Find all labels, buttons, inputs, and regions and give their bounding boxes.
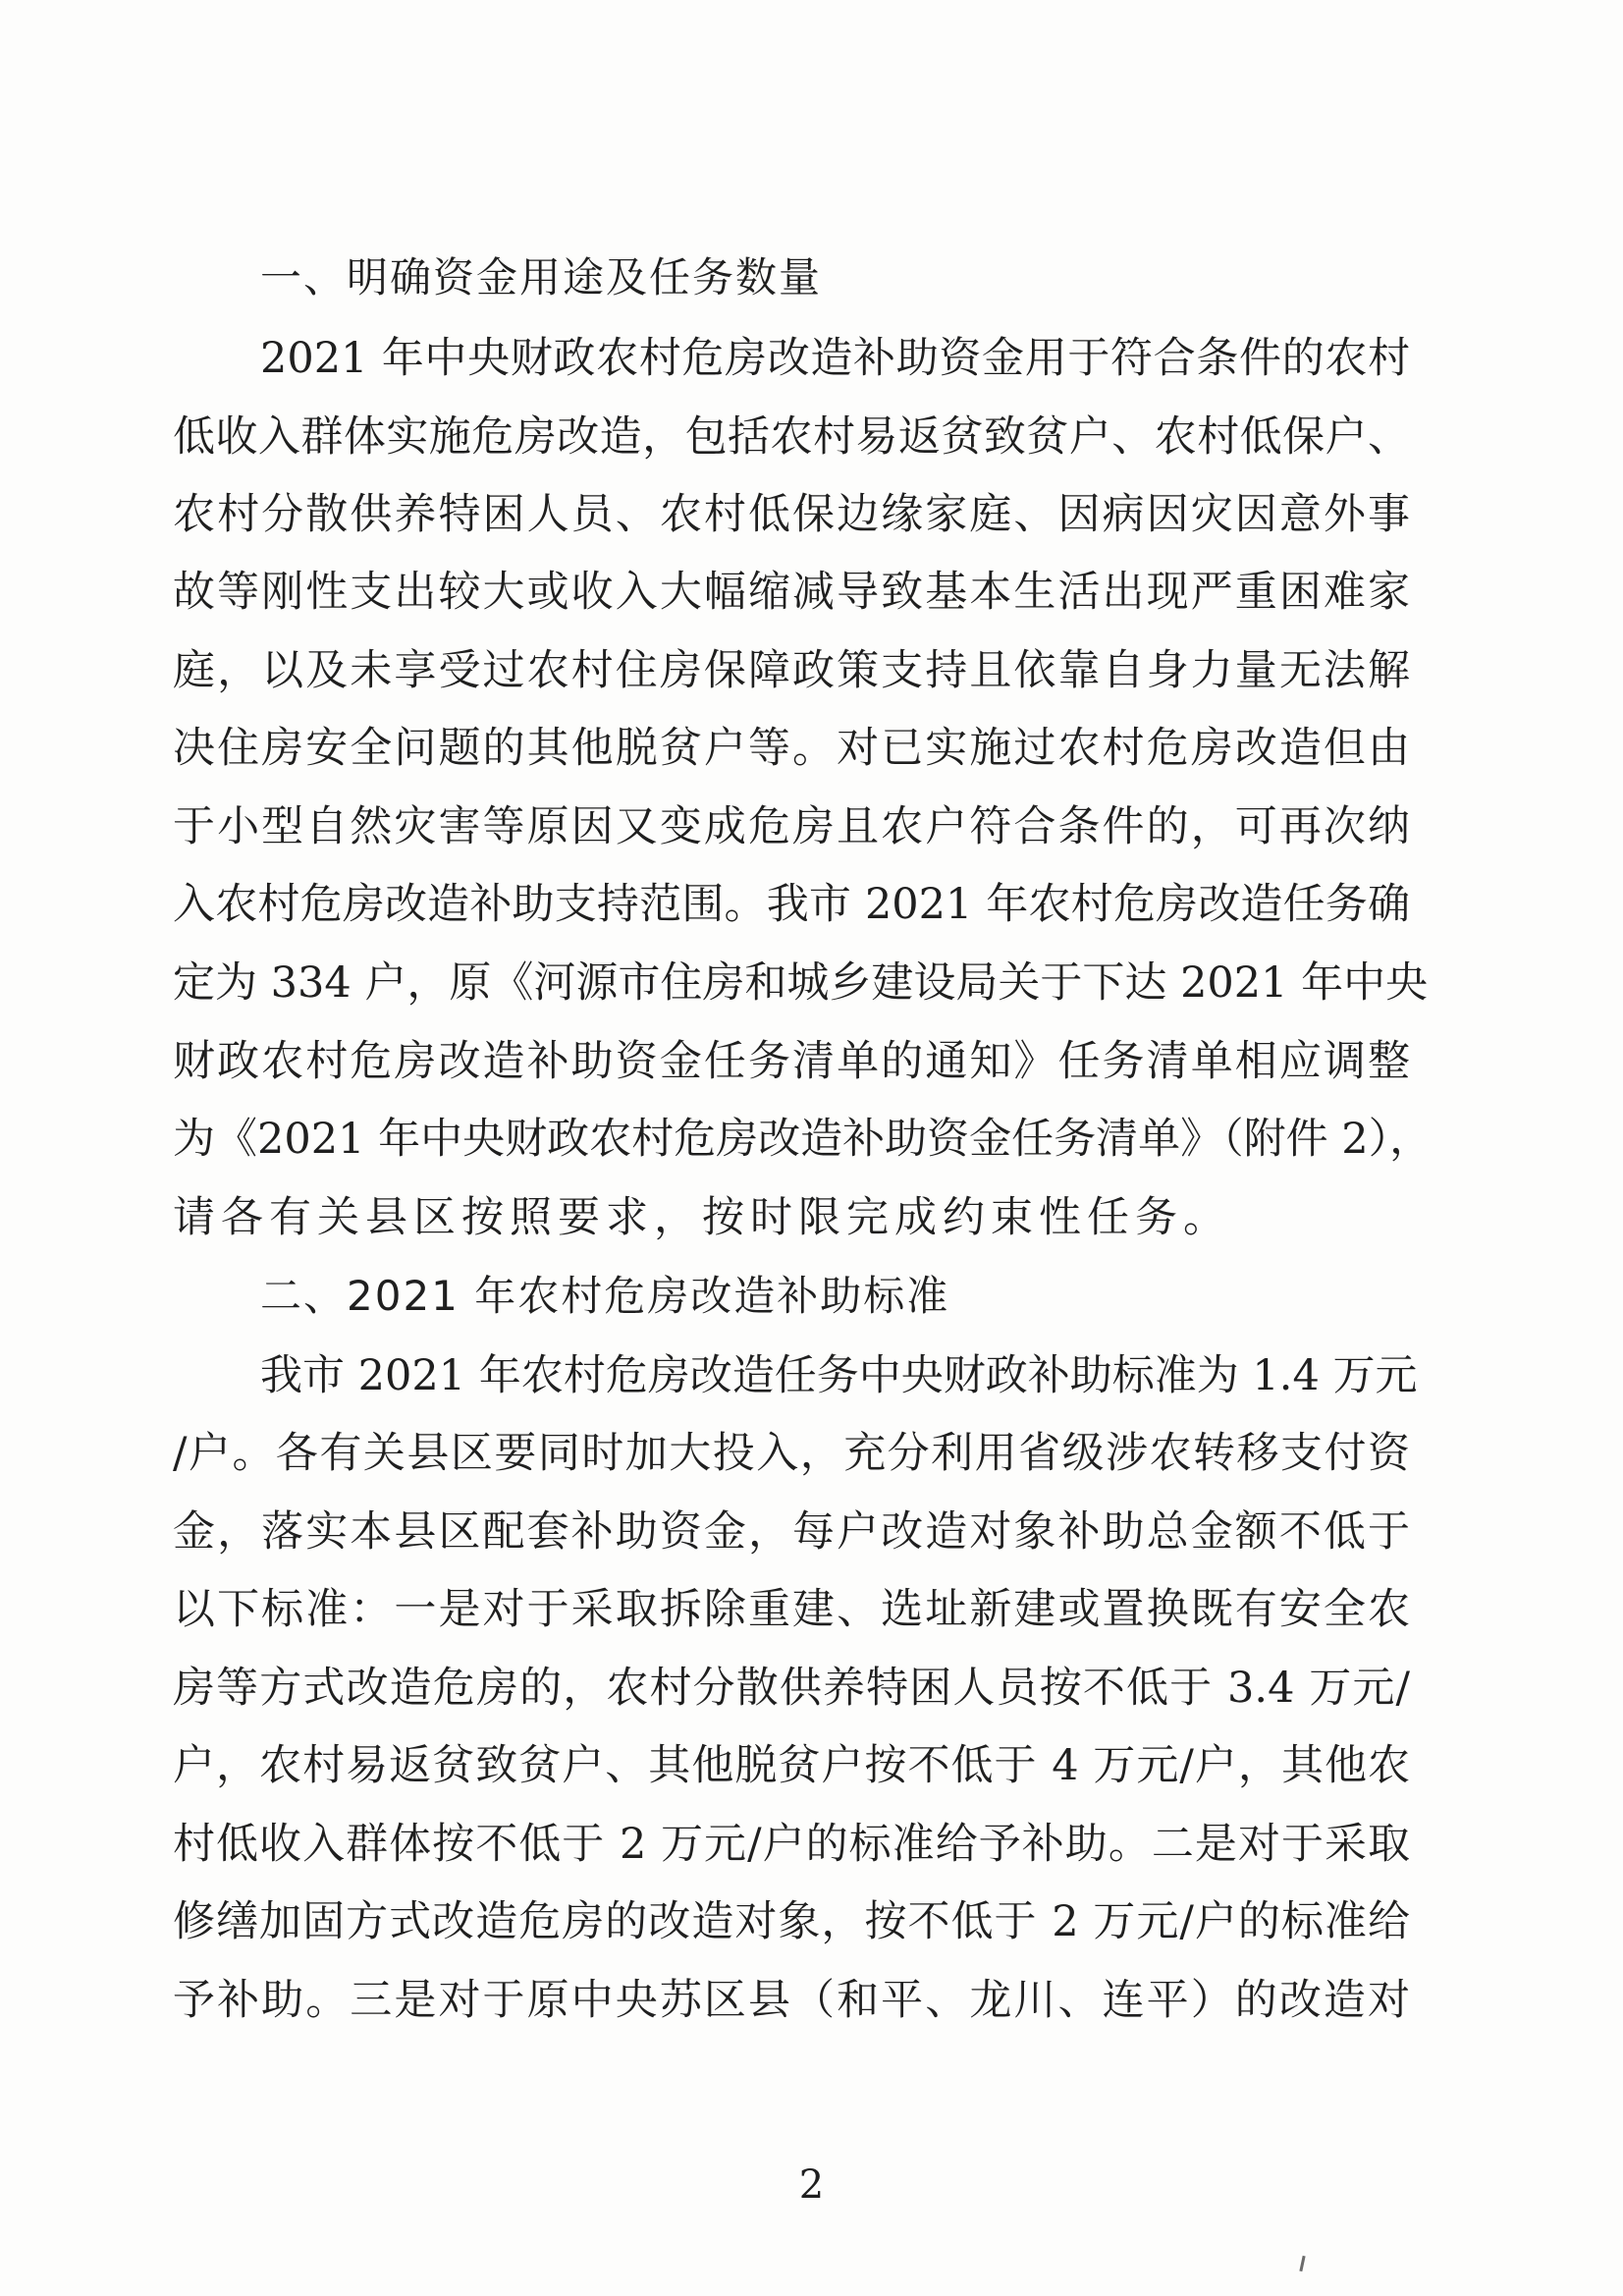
section-2-line: 修缮加固方式改造危房的改造对象，按不低于 2 万元/户的标准给 bbox=[173, 1897, 1410, 1946]
section-1-line: 低收入群体实施危房改造，包括农村易返贫致贫户、农村低保户、 bbox=[173, 412, 1410, 462]
section-1-line: 故等刚性支出较大或收入大幅缩减导致基本生活出现严重困难家 bbox=[173, 568, 1410, 617]
section-1-line: 为《2021 年中央财政农村危房改造补助资金任务清单》（附件 2）， bbox=[173, 1115, 1433, 1164]
section-1-line: 农村分散供养特困人员、农村低保边缘家庭、因病因灾因意外事 bbox=[173, 490, 1410, 539]
section-1-line: 定为 334 户，原《河源市住房和城乡建设局关于下达 2021 年中央 bbox=[173, 958, 1429, 1008]
section-1-line: 入农村危房改造补助支持范围。我市 2021 年农村危房改造任务确 bbox=[173, 880, 1410, 929]
section-1-heading: 一、明确资金用途及任务数量 bbox=[260, 253, 823, 301]
section-2-line: /户。各有关县区要同时加大投入，充分利用省级涉农转移支付资 bbox=[173, 1429, 1410, 1478]
section-1-line: 请各有关县区按照要求，按时限完成约束性任务。 bbox=[173, 1193, 1231, 1242]
section-1-line: 于小型自然灾害等原因又变成危房且农户符合条件的，可再次纳 bbox=[173, 802, 1410, 851]
section-2-line: 予补助。三是对于原中央苏区县（和平、龙川、连平）的改造对 bbox=[173, 1976, 1410, 2025]
section-2-line: 我市 2021 年农村危房改造任务中央财政补助标准为 1.4 万元 bbox=[260, 1351, 1418, 1400]
section-2-line: 户，农村易返贫致贫户、其他脱贫户按不低于 4 万元/户，其他农 bbox=[173, 1741, 1410, 1790]
page-number: 2 bbox=[798, 2162, 825, 2208]
section-2-heading: 二、2021 年农村危房改造补助标准 bbox=[260, 1272, 950, 1320]
scan-speck bbox=[1299, 2256, 1305, 2271]
section-1-line: 2021 年中央财政农村危房改造补助资金用于符合条件的农村 bbox=[260, 334, 1410, 383]
section-1-line: 决住房安全问题的其他脱贫户等。对已实施过农村危房改造但由 bbox=[173, 724, 1410, 773]
section-2-line: 村低收入群体按不低于 2 万元/户的标准给予补助。二是对于采取 bbox=[173, 1820, 1410, 1869]
section-2-line: 以下标准：一是对于采取拆除重建、选址新建或置换既有安全农 bbox=[173, 1585, 1410, 1634]
section-1-line: 财政农村危房改造补助资金任务清单的通知》任务清单相应调整 bbox=[173, 1037, 1410, 1086]
section-2-line: 金，落实本县区配套补助资金，每户改造对象补助总金额不低于 bbox=[173, 1507, 1410, 1557]
section-2-line: 房等方式改造危房的，农村分散供养特困人员按不低于 3.4 万元/ bbox=[173, 1664, 1410, 1713]
section-1-line: 庭，以及未享受过农村住房保障政策支持且依靠自身力量无法解 bbox=[173, 646, 1410, 695]
